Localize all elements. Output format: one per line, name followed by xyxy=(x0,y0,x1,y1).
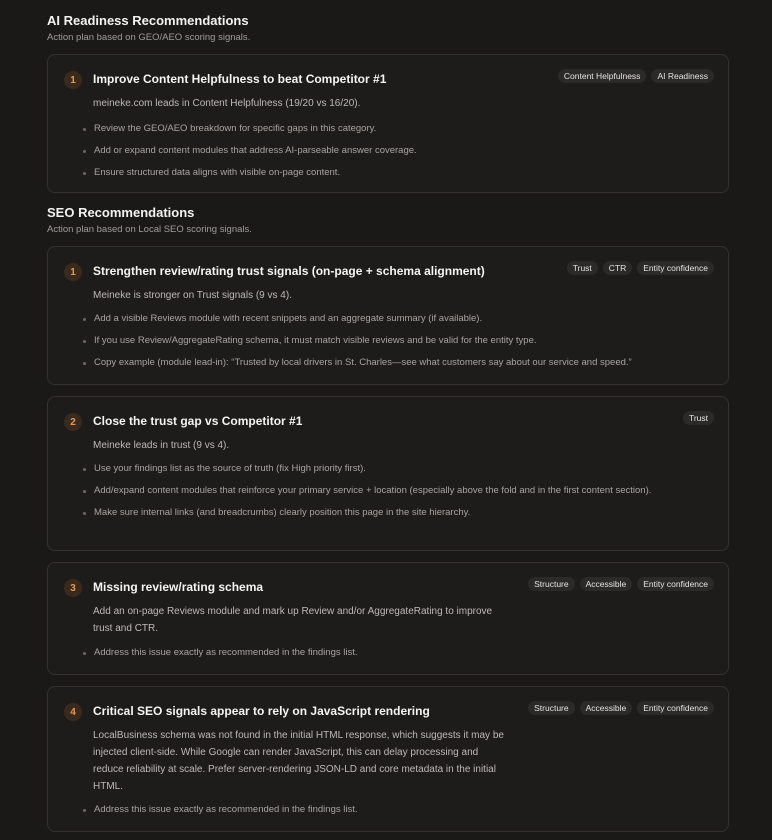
seo-subtitle: Action plan based on Local SEO scoring signals. xyxy=(47,224,252,235)
recommendation-description: Meineke is stronger on Trust signals (9 vs 4). xyxy=(93,290,292,301)
bullet-item: Add or expand content modules that address AI-parseable answer coverage. xyxy=(81,143,714,159)
tag-list xyxy=(558,69,714,83)
recommendation-title: Improve Content Helpfulness to beat Competitor #1 xyxy=(93,72,387,86)
bullet-item: Address this issue exactly as recommended in the findings list. xyxy=(81,645,714,661)
tag-list xyxy=(528,701,714,715)
seo-header xyxy=(47,205,252,236)
priority-number: 3 xyxy=(64,579,82,597)
tag-entity-confidence: Entity confidence xyxy=(637,577,714,591)
tag-entity-confidence: Entity confidence xyxy=(637,701,714,715)
bullet-item: Copy example (module lead-in): “Trusted by local drivers in St. Charles—see what customers say about our service and speed.” xyxy=(81,355,714,371)
recommendation-bullets xyxy=(81,645,714,667)
tag-list xyxy=(683,411,714,425)
seo-title: SEO Recommendations xyxy=(47,205,195,220)
recommendation-bullets xyxy=(81,311,714,377)
recommendation-description: LocalBusiness schema was not found in the initial HTML response, which suggests it may be injected client-side. While Google can render JavaScript, this can delay processing and reduce reliability at scale. Prefer server-rendering JSON-LD and core metadata in the initial HTML. xyxy=(93,730,504,792)
recommendation-title: Missing review/rating schema xyxy=(93,580,264,594)
bullet-item: Address this issue exactly as recommended in the findings list. xyxy=(81,802,714,818)
priority-number: 1 xyxy=(64,263,82,281)
tag-structure: Structure xyxy=(528,701,575,715)
bullet-item: Review the GEO/AEO breakdown for specific gaps in this category. xyxy=(81,121,714,137)
bullet-item: If you use Review/AggregateRating schema, it must match visible reviews and be valid for the entity type. xyxy=(81,333,714,349)
tag-accessible: Accessible xyxy=(580,701,633,715)
priority-number: 4 xyxy=(64,703,82,721)
recommendation-bullets xyxy=(81,461,714,527)
tag-entity-confidence: Entity confidence xyxy=(637,261,714,275)
recommendation-description: Add an on-page Reviews module and mark up Review and/or AggregateRating to improve trust and CTR. xyxy=(93,606,493,634)
seo-recommendation-card-1 xyxy=(47,246,729,385)
recommendation-description: Meineke leads in trust (9 vs 4). xyxy=(93,440,230,451)
recommendation-bullets xyxy=(81,121,714,187)
ai-readiness-subtitle: Action plan based on GEO/AEO scoring signals. xyxy=(47,32,251,43)
ai-readiness-title: AI Readiness Recommendations xyxy=(47,13,249,28)
priority-number: 2 xyxy=(64,413,82,431)
recommendation-bullets xyxy=(81,802,714,824)
priority-number: 1 xyxy=(64,71,82,89)
ai-readiness-header xyxy=(47,13,250,44)
tag-ai-readiness: AI Readiness xyxy=(651,69,714,83)
ai-recommendation-card-1 xyxy=(47,54,729,193)
seo-recommendation-card-2 xyxy=(47,396,729,551)
tag-list xyxy=(528,577,714,591)
tag-structure: Structure xyxy=(528,577,575,591)
bullet-item: Use your findings list as the source of truth (fix High priority first). xyxy=(81,461,714,477)
tag-ctr: CTR xyxy=(603,261,632,275)
recommendation-title: Close the trust gap vs Competitor #1 xyxy=(93,414,303,428)
bullet-item: Make sure internal links (and breadcrumbs) clearly position this page in the site hierarchy. xyxy=(81,505,714,521)
tag-accessible: Accessible xyxy=(580,577,633,591)
tag-trust: Trust xyxy=(567,261,598,275)
recommendation-title: Critical SEO signals appear to rely on JavaScript rendering xyxy=(93,704,430,718)
tag-trust: Trust xyxy=(683,411,714,425)
tag-list xyxy=(567,261,714,275)
recommendation-title: Strengthen review/rating trust signals (on-page + schema alignment) xyxy=(93,264,485,278)
bullet-item: Add a visible Reviews module with recent snippets and an aggregate summary (if available). xyxy=(81,311,714,327)
bullet-item: Ensure structured data aligns with visible on-page content. xyxy=(81,165,714,181)
tag-content-helpfulness: Content Helpfulness xyxy=(558,69,647,83)
seo-recommendation-card-4 xyxy=(47,686,729,832)
bullet-item: Add/expand content modules that reinforce your primary service + location (especially above the fold and in the first content section). xyxy=(81,483,714,499)
seo-recommendation-card-3 xyxy=(47,562,729,675)
recommendation-description: meineke.com leads in Content Helpfulness (19/20 vs 16/20). xyxy=(93,98,361,109)
